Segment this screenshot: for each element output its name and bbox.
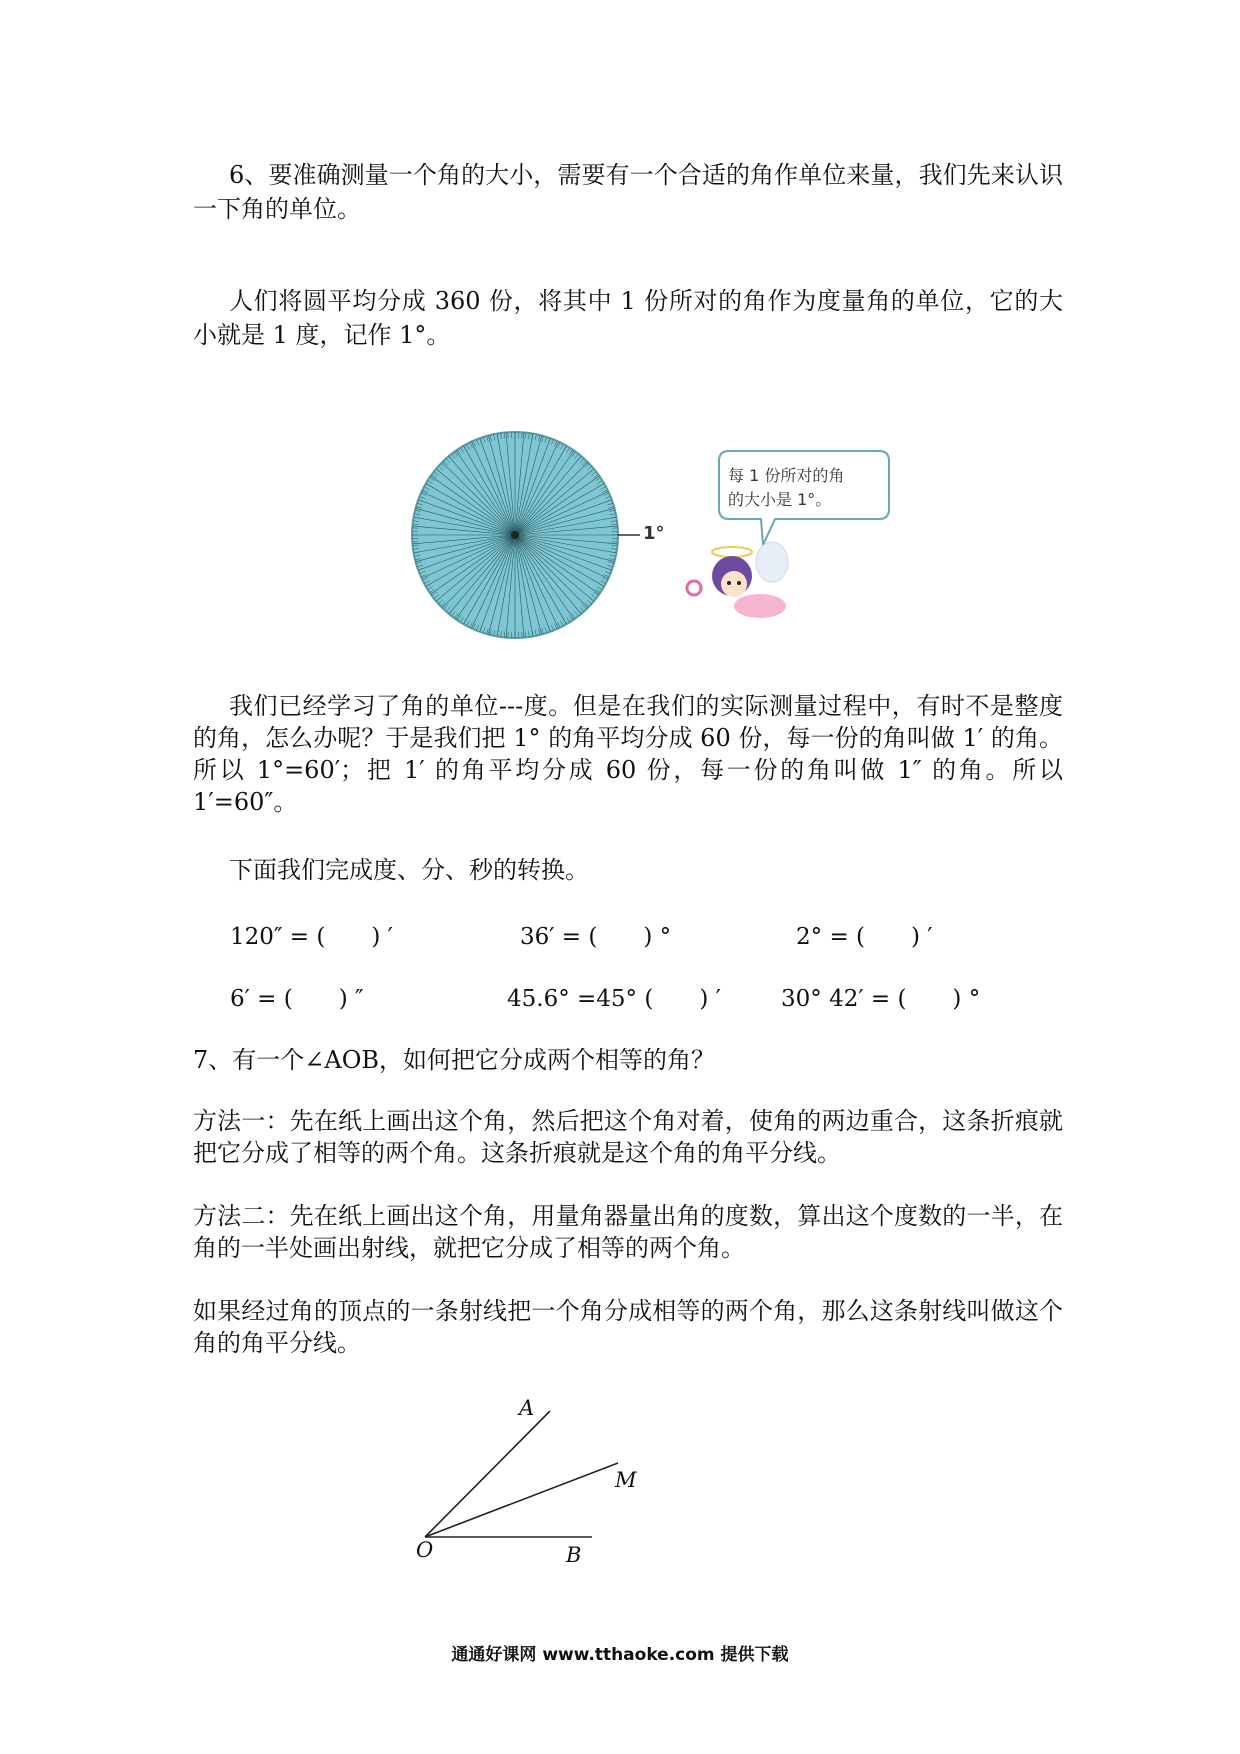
label-A: A [519, 1396, 535, 1420]
bubble-line2: 的大小是 1°。 [728, 490, 832, 509]
ray-OA [425, 1411, 550, 1537]
label-M: M [615, 1468, 637, 1492]
minutes-seconds-paragraph: 我们已经学习了角的单位---度。但是在我们的实际测量过程中，有时不是整度的角，怎么办呢？于是我们把 1° 的角平均分成 60 份，每一份的角叫做 1′ 的角。所以 1°=60′；把 1′ 的角平均分成 60 份，每一份的角叫做 1″ 的角。所以 1′=60″。 [193, 692, 1063, 816]
exercise-6: 30° 42′ = ( ) ° [781, 986, 981, 1012]
exercise-4: 6′ = ( ) ″ [230, 986, 364, 1012]
exercise-3: 2° = ( ) ′ [796, 924, 933, 950]
label-O: O [416, 1538, 434, 1562]
exercise-1: 120″ = ( ) ′ [230, 924, 393, 950]
method-two: 方法二：先在纸上画出这个角，用量角器量出角的度数，算出这个度数的一半，在角的一半处画出射线，就把它分成了相等的两个角。 [193, 1202, 1063, 1262]
footer-credit: 通通好课网 www.tthaoke.com 提供下载 [451, 1645, 789, 1665]
exercise-title: 下面我们完成度、分、秒的转换。 [229, 856, 589, 884]
section7-question: 7、有一个∠AOB，如何把它分成两个相等的角？ [193, 1046, 716, 1074]
exercise-2: 36′ = ( ) ° [520, 924, 672, 950]
exercise-5: 45.6° =45° ( ) ′ [507, 986, 721, 1012]
label-B: B [566, 1543, 582, 1567]
bisector-definition: 如果经过角的顶点的一条射线把一个角分成相等的两个角，那么这条射线叫做这个角的角平分线。 [193, 1297, 1063, 1357]
degree-definition: 人们将圆平均分成 360 份，将其中 1 份所对的角作为度量角的单位，它的大小就是 1 度，记作 1°。 [193, 287, 1063, 349]
unit-degree-label: 1° [643, 523, 665, 544]
section6-intro: 6、要准确测量一个角的大小，需要有一个合适的角作单位来量，我们先来认识一下角的单位。 [193, 161, 1063, 223]
method-one: 方法一：先在纸上画出这个角，然后把这个角对着，使角的两边重合，这条折痕就把它分成了相等的两个角。这条折痕就是这个角的角平分线。 [193, 1107, 1063, 1167]
degree-circle-figure [405, 420, 645, 660]
bubble-line1: 每 1 份所对的角 [728, 466, 845, 485]
angel-character-icon [680, 540, 800, 625]
circle-center [511, 531, 519, 539]
ray-OM [425, 1463, 618, 1537]
